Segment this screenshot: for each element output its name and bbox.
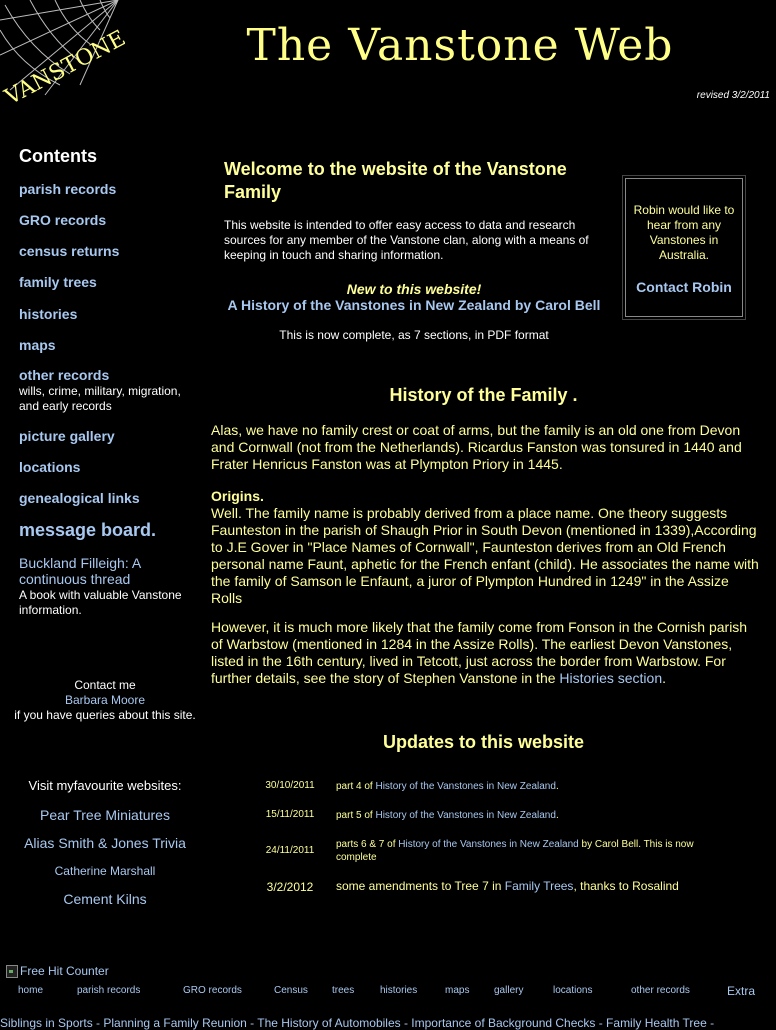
buckland-filleigh-link[interactable]: Buckland Filleigh: A continuous thread: [19, 555, 141, 587]
nav-histories[interactable]: histories: [19, 306, 78, 322]
origins-title: Origins.: [211, 488, 264, 504]
footer-home[interactable]: home: [18, 985, 44, 996]
contact-pre: Contact me: [74, 678, 136, 692]
counter-text: Free Hit Counter: [20, 964, 109, 978]
footer-extra[interactable]: Extra: [727, 984, 756, 998]
footer-gro-records[interactable]: GRO records: [183, 985, 242, 996]
update-pre: part 5 of: [336, 810, 376, 821]
footer-histories[interactable]: histories: [380, 985, 418, 996]
update-pre: parts 6 & 7 of: [336, 839, 399, 850]
history-paragraph-3: [211, 619, 761, 687]
history-paragraph-1: Alas, we have no family crest or coat of arms, but the family is an old one from Devon and Cornwall (not from the Netherlands). Ricardus Fanston was tonsured in 1440 and Frater Henricus Fanston was at Plympton Priory in 1445.: [211, 422, 742, 472]
fav-catherine-marshall-link[interactable]: Catherine Marshall: [54, 864, 156, 878]
update-post: .: [555, 781, 559, 792]
update-text: [336, 780, 726, 793]
footer-other-records[interactable]: other records: [631, 985, 690, 996]
fav-cement-kilns-link[interactable]: Cement Kilns: [63, 891, 147, 907]
contact-barbara-link[interactable]: Barbara Moore: [64, 693, 146, 707]
fav-pear-tree-link[interactable]: Pear Tree Miniatures: [40, 807, 170, 823]
footer-nav: [0, 985, 776, 999]
footer-census[interactable]: Census: [274, 985, 308, 996]
nav-parish-records[interactable]: parish records: [19, 181, 117, 197]
footer-trees[interactable]: trees: [332, 985, 355, 996]
favourite-websites: [5, 778, 205, 907]
footer-parish-records[interactable]: parish records: [77, 985, 141, 996]
sidebar: [19, 146, 204, 618]
nav-locations[interactable]: locations: [19, 459, 81, 475]
contents-title: Contents: [19, 146, 97, 166]
footer-gallery[interactable]: gallery: [494, 985, 524, 996]
welcome-heading: Welcome to the website of the Vanstone Family: [224, 159, 567, 202]
update-text: [336, 809, 726, 822]
logo-text: VANSTONE: [1, 25, 125, 111]
buckland-desc: A book with valuable Vanstone information.: [19, 588, 182, 617]
new-zealand-history-link[interactable]: A History of the Vanstones in New Zealand by Carol Bell: [227, 297, 601, 313]
update-post: , thanks to Rosalind: [573, 879, 679, 893]
footer-maps[interactable]: maps: [445, 985, 470, 996]
update-link[interactable]: Family Trees: [504, 879, 574, 893]
favourites-title: Visit myfavourite websites:: [28, 778, 182, 793]
update-link[interactable]: History of the Vanstones in New Zealand: [375, 781, 556, 792]
nav-census-returns[interactable]: census returns: [19, 243, 120, 259]
update-link[interactable]: History of the Vanstones in New Zealand: [398, 839, 579, 850]
para3-end: .: [662, 670, 666, 686]
bottom-sponsor-links[interactable]: Siblings in Sports - Planning a Family Reunion - The History of Automobiles - Importance of Background Checks - Family Health Tree -: [0, 1016, 715, 1030]
para3-text: However, it is much more likely that the family come from Fonson in the Cornish parish of Warbstow (mentioned in 1284 in the Assize Rolls). The earliest Devon Vanstones, listed in the 16th century, lived in Tetcott, just across the border from Warbstow. For further details, see the story of Stephen Vanstone in the: [211, 619, 748, 686]
free-hit-counter[interactable]: [6, 964, 109, 978]
contact-block: [10, 678, 200, 723]
nav-maps[interactable]: maps: [19, 337, 56, 353]
update-text: [336, 880, 726, 893]
update-post: by Carol Bell. This is now complete: [336, 839, 694, 863]
fav-alias-smith-link[interactable]: Alias Smith & Jones Trivia: [24, 835, 186, 851]
nav-message-board[interactable]: message board.: [19, 520, 157, 540]
update-post: .: [555, 810, 559, 821]
contact-robin-link[interactable]: Contact Robin: [636, 279, 732, 295]
nav-other-records[interactable]: other records: [19, 367, 110, 383]
broken-image-icon: [6, 965, 18, 978]
other-records-desc: wills, crime, military, migration, and early records: [19, 384, 181, 413]
update-pre: part 4 of: [336, 781, 376, 792]
histories-section-link[interactable]: Histories section: [559, 670, 663, 686]
update-date: 15/11/2011: [265, 809, 315, 820]
vanstone-logo: [0, 0, 125, 115]
nav-genealogical-links[interactable]: genealogical links: [19, 490, 140, 506]
robin-text: Robin would like to hear from any Vanstones in Australia.: [633, 203, 735, 262]
intro-text: This website is intended to offer easy access to data and research sources for any member of the Vanstone clan, along with a means of keeping in touch and sharing information.: [224, 218, 589, 262]
update-date: 3/2/2012: [266, 880, 314, 894]
new-to-site-title: New to this website!: [346, 281, 482, 297]
updates-title: Updates to this website: [382, 732, 585, 752]
footer-locations[interactable]: locations: [553, 985, 593, 996]
origins-paragraph: Well. The family name is probably derived from a place name. One theory suggests Faunteston in the parish of Shaugh Prior in South Devon (mentioned in 1339),According to J.E Gover in "Place Names of Cornwall", Faunteston derives from an Old French personal name Faunt, aphetic for the French enfant (child). He associates the name with the family of Samson le Enfaunt, a juror of Plympton Hundred in 1249" in the Assize Rolls: [211, 505, 759, 606]
update-pre: some amendments to Tree 7 in: [336, 879, 505, 893]
history-title: History of the Family .: [389, 385, 578, 405]
update-date: 30/10/2011: [265, 780, 315, 791]
robin-box: [625, 178, 743, 317]
spider-web-icon: [0, 0, 125, 115]
contact-post: if you have queries about this site.: [14, 708, 196, 722]
nav-family-trees[interactable]: family trees: [19, 274, 97, 290]
site-title: The Vanstone Web: [246, 20, 674, 71]
nav-gro-records[interactable]: GRO records: [19, 212, 107, 228]
new-zealand-history-desc: This is now complete, as 7 sections, in PDF format: [279, 328, 549, 342]
update-text: [336, 838, 726, 864]
nav-picture-gallery[interactable]: picture gallery: [19, 428, 115, 444]
update-link[interactable]: History of the Vanstones in New Zealand: [375, 810, 556, 821]
update-date: 24/11/2011: [265, 845, 315, 856]
revised-date: revised 3/2/2011: [696, 90, 770, 101]
